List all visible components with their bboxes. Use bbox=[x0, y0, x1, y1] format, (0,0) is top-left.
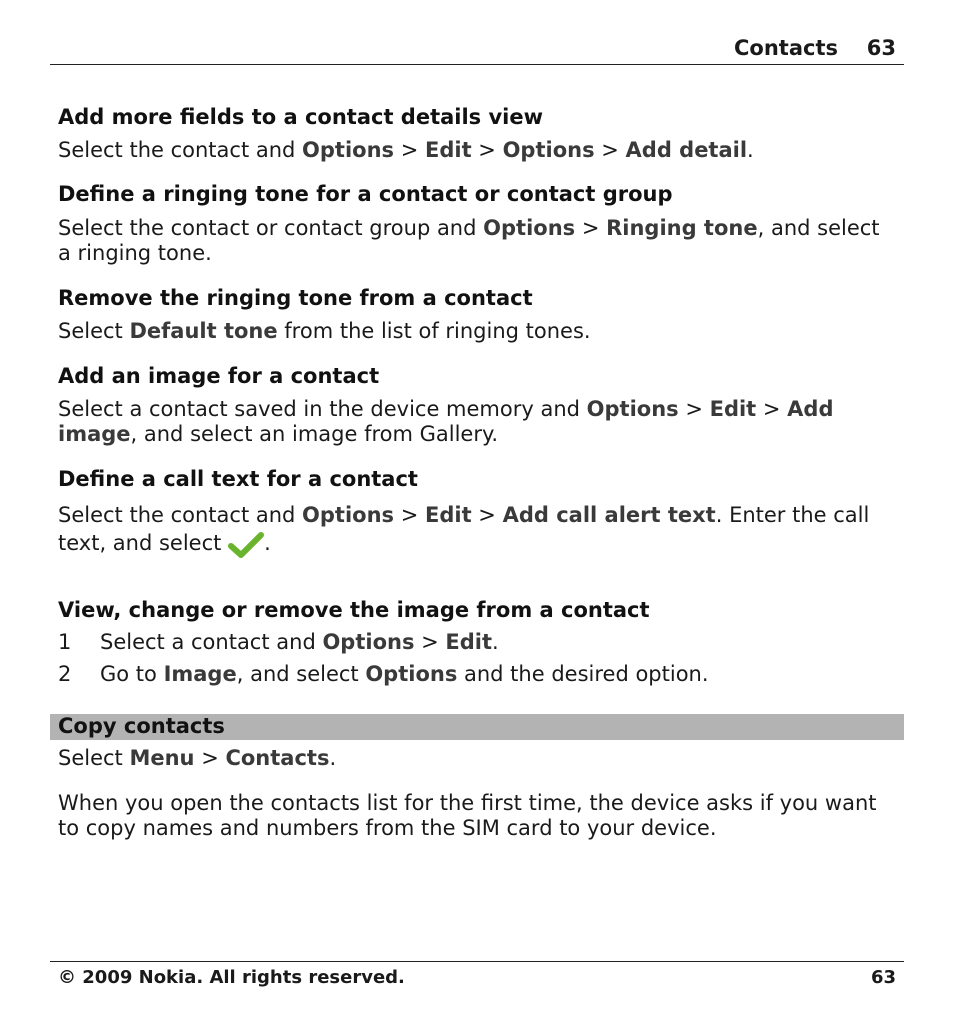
para-copy-select: Select Menu > Contacts. bbox=[58, 746, 337, 770]
heading-call-text: Define a call text for a contact bbox=[58, 467, 418, 491]
footer-page-number: 63 bbox=[870, 967, 896, 988]
checkmark-icon bbox=[228, 532, 264, 558]
header-title: Contacts bbox=[734, 36, 838, 60]
page-footer bbox=[50, 961, 904, 988]
heading-add-fields: Add more fields to a contact details view bbox=[58, 105, 544, 129]
section-band-copy-contacts bbox=[50, 714, 904, 740]
page-header bbox=[50, 36, 904, 65]
section-title-copy-contacts: Copy contacts bbox=[58, 714, 225, 738]
para-remove-tone: Select Default tone from the list of ringing tones. bbox=[58, 319, 591, 343]
heading-remove-tone: Remove the ringing tone from a contact bbox=[58, 286, 533, 310]
heading-ringing-tone: Define a ringing tone for a contact or contact group bbox=[58, 182, 673, 206]
footer-copyright: © 2009 Nokia. All rights reserved. bbox=[58, 967, 405, 988]
heading-add-image: Add an image for a contact bbox=[58, 364, 380, 388]
para-add-image: Select a contact saved in the device memory and Options > Edit > Add image, and select an image from Gallery. bbox=[58, 397, 834, 446]
para-add-fields: Select the contact and Options > Edit > Options > Add detail. bbox=[58, 138, 754, 162]
para-ringing-tone: Select the contact or contact group and Options > Ringing tone, and select a ringing tone. bbox=[58, 216, 880, 265]
heading-view-change-image: View, change or remove the image from a contact bbox=[58, 598, 650, 622]
step-number-1: 1 bbox=[58, 630, 72, 654]
step-number-2: 2 bbox=[58, 662, 72, 686]
step-1-text: Select a contact and Options > Edit. bbox=[100, 630, 499, 654]
para-copy-info: When you open the contacts list for the first time, the device asks if you want to copy names and numbers from the SIM card to your device. bbox=[58, 791, 877, 840]
step-2-text: Go to Image, and select Options and the desired option. bbox=[100, 662, 709, 686]
para-call-text: Select the contact and Options > Edit > Add call alert text. Enter the call text, and select . bbox=[58, 501, 898, 558]
header-page-number: 63 bbox=[866, 36, 896, 60]
